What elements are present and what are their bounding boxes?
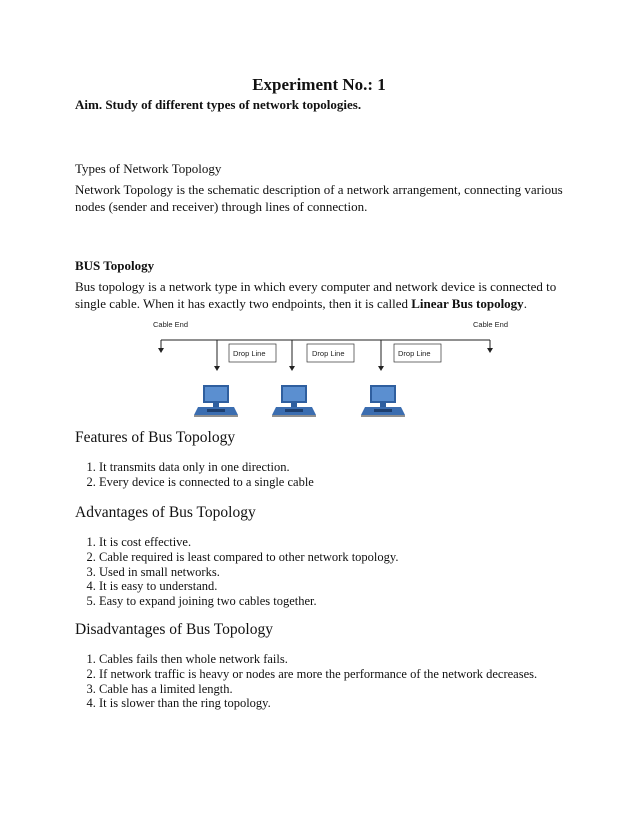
- disadvantages-heading: Disadvantages of Bus Topology: [75, 621, 273, 638]
- list-item: 4. It is easy to understand.: [99, 579, 398, 594]
- list-item: 3. Used in small networks.: [99, 565, 398, 580]
- list-item: 5. Easy to expand joining two cables together.: [99, 594, 398, 609]
- types-heading: Types of Network Topology: [75, 161, 222, 176]
- advantages-heading: Advantages of Bus Topology: [75, 504, 256, 521]
- list-item: 2. Cable required is least compared to other network topology.: [99, 550, 398, 565]
- cable-end-left-arrow: [158, 348, 164, 353]
- bus-description-bold: Linear Bus topology: [411, 296, 524, 311]
- computer-icon: [194, 385, 238, 416]
- list-item: 3. Cable has a limited length.: [99, 682, 537, 697]
- list-item: 2. Every device is connected to a single cable: [99, 475, 314, 490]
- list-item: 2. If network traffic is heavy or nodes are more the performance of the network decreases.: [99, 667, 537, 682]
- computer-icon: [272, 385, 316, 416]
- page-title: Experiment No.: 1: [252, 75, 386, 94]
- cable-end-right-label: Cable End: [473, 320, 509, 329]
- drop-line-label-2: Drop Line: [312, 349, 345, 358]
- bus-topology-diagram: [145, 315, 525, 425]
- advantages-list: [75, 535, 398, 609]
- bus-description-text: Bus topology is a network type in which every computer and network device is connected to single cable. When it has exactly two endpoints, then it is called: [75, 279, 557, 311]
- list-item: 1. Cables fails then whole network fails.: [99, 652, 537, 667]
- cable-end-left-label: Cable End: [153, 320, 189, 329]
- bus-topology-heading: BUS Topology: [75, 258, 155, 273]
- features-heading: Features of Bus Topology: [75, 429, 236, 446]
- cable-end-right-arrow: [487, 348, 493, 353]
- aim-statement: Aim. Study of different types of network topologies.: [75, 97, 362, 112]
- features-list: [75, 460, 314, 490]
- bus-description-end: .: [523, 296, 527, 311]
- list-item: 1. It transmits data only in one direction.: [99, 460, 314, 475]
- drop-line-1: [214, 340, 276, 371]
- drop-line-2: [289, 340, 354, 371]
- list-item: 4. It is slower than the ring topology.: [99, 696, 537, 711]
- intro-paragraph: Network Topology is the schematic description of a network arrangement, connecting various nodes (sender and receiver) through lines of connection.: [75, 182, 563, 214]
- disadvantages-list: [75, 652, 537, 711]
- drop-line-label-3: Drop Line: [398, 349, 431, 358]
- bus-description: [75, 278, 583, 312]
- computer-icon: [361, 385, 405, 416]
- drop-line-3: [378, 340, 441, 371]
- drop-line-label-1: Drop Line: [233, 349, 266, 358]
- list-item: 1. It is cost effective.: [99, 535, 398, 550]
